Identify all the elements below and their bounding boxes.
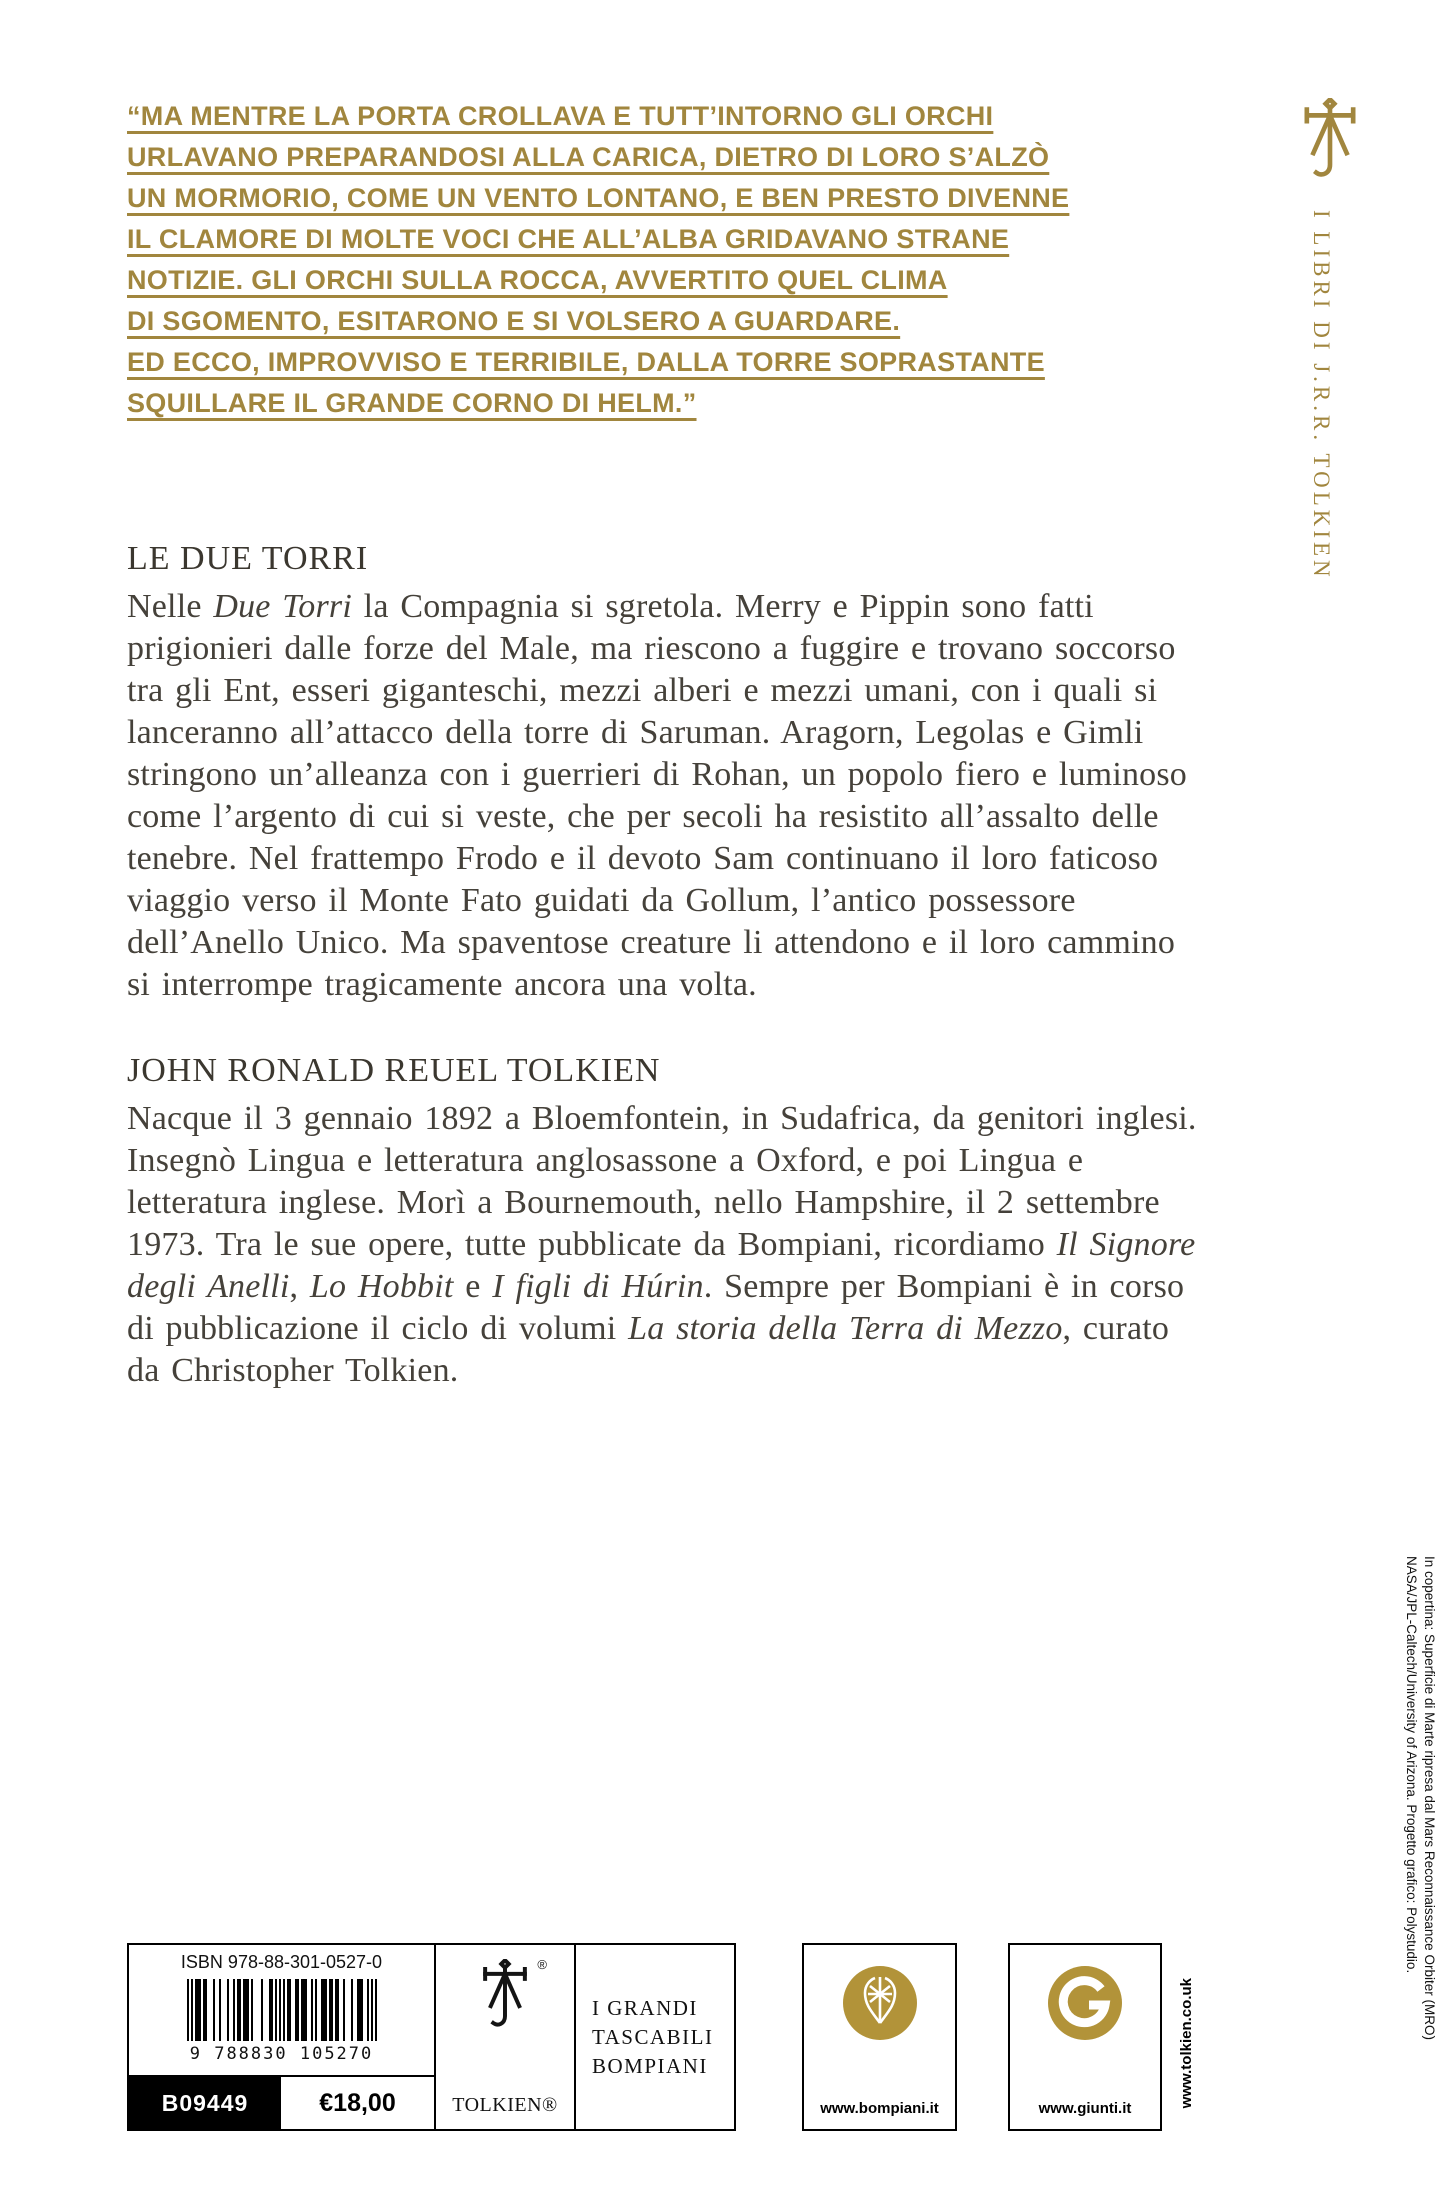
ean-number: 9 788830 105270 xyxy=(189,2044,374,2064)
giunti-logo-panel xyxy=(1008,1943,1162,2131)
price-row xyxy=(129,2075,434,2129)
publisher-footer-strip xyxy=(127,1943,1162,2131)
bompiani-url: www.bompiani.it xyxy=(820,2100,939,2117)
tolkien-monogram-small-icon xyxy=(477,1957,547,2031)
tolkien-url-vertical: www.tolkien.co.uk xyxy=(1178,1978,1195,2109)
tolkien-logo-panel xyxy=(434,1943,576,2131)
giunti-g-icon xyxy=(1047,1965,1123,2041)
isbn-barcode-panel xyxy=(127,1943,436,2131)
author-section xyxy=(127,1052,1205,1392)
cover-credits-vertical: In copertina: Superficie di Marte ripresa dal Mars Reconnaissance Orbiter (MRO) NASA/JPL-Caltech/University of Arizona. Progetto grafico: Polystudio. xyxy=(1404,1556,1437,2040)
author-bio-text: Nacque il 3 gennaio 1892 a Bloemfontein, in Sudafrica, da genitori inglesi. Insegnò Lingua e letteratura anglosassone a Oxford, e poi Lingua e letteratura inglese. Morì a Bournemouth, nello Hampshire, il 2 settembre 1973. Tra le sue opere, tutte pubblicate da Bompiani, ricordiamo Il Signore degli Anelli, Lo Hobbit e I figli di Húrin. Sempre per Bompiani è in corso di pubblicazione il ciclo di volumi La storia della Terra di Mezzo, curato da Christopher Tolkien. xyxy=(127,1100,1197,1389)
synopsis-section xyxy=(127,540,1205,1006)
author-heading: JOHN RONALD REUEL TOLKIEN xyxy=(127,1052,661,1089)
synopsis-text: Nelle Due Torri la Compagnia si sgretola. Merry e Pippin sono fatti prigionieri dalle forze del Male, ma riescono a fuggire e trovano soccorso tra gli Ent, esseri giganteschi, mezzi alberi e mezzi umani, con i quali si lanceranno all’attacco della torre di Saruman. Aragorn, Legolas e Gimli stringono un’alleanza con i guerrieri di Rohan, un popolo fiero e luminoso come l’argento di cui si veste, che per secoli ha resistito all’assalto delle tenebre. Nel frattempo Frodo e il devoto Sam continuano il loro faticoso viaggio verso il Monte Fato guidati da Gollum, l’antico possessore dell’Anello Unico. Ma spaventose creature li attendono e il loro cammino si interrompe tragicamente ancora una volta. xyxy=(127,588,1187,1003)
book-title-heading: LE DUE TORRI xyxy=(127,540,369,577)
price-label: €18,00 xyxy=(319,2088,396,2117)
giunti-url: www.giunti.it xyxy=(1038,2100,1132,2117)
main-text-block xyxy=(127,540,1205,1392)
bompiani-logo-panel xyxy=(802,1943,957,2131)
collection-panel: I GRANDI TASCABILI BOMPIANI xyxy=(574,1943,736,2131)
bompiani-flower-icon xyxy=(842,1965,918,2041)
ean-barcode xyxy=(187,1979,377,2041)
stock-code: B09449 xyxy=(129,2077,281,2129)
series-title-vertical: I LIBRI DI J.R.R. TOLKIEN xyxy=(1309,210,1334,581)
back-cover-quote: “MA MENTRE LA PORTA CROLLAVA E TUTT’INTORNO GLI ORCHI URLAVANO PREPARANDOSI ALLA CARICA, DIETRO DI LORO S’ALZÒ UN MORMORIO, COME UN VENTO LONTANO, E BEN PRESTO DIVENNE IL CLAMORE DI MOLTE VOCI CHE ALL’ALBA GRIDAVANO STRANE NOTIZIE. GLI ORCHI SULLA ROCCA, AVVERTITO QUEL CLIMA DI SGOMENTO, ESITARONO E SI VOLSERO A GUARDARE. ED ECCO, IMPROVVISO E TERRIBILE, DALLA TORRE SOPRASTANTE SQUILLARE IL GRANDE CORNO DI HELM.” xyxy=(127,101,1070,418)
tolkien-monogram-icon xyxy=(1298,98,1362,182)
registered-mark: ® xyxy=(537,1957,547,1972)
tolkien-wordmark: TOLKIEN® xyxy=(452,2094,558,2116)
isbn-label: ISBN 978-88-301-0527-0 xyxy=(180,1952,383,1972)
